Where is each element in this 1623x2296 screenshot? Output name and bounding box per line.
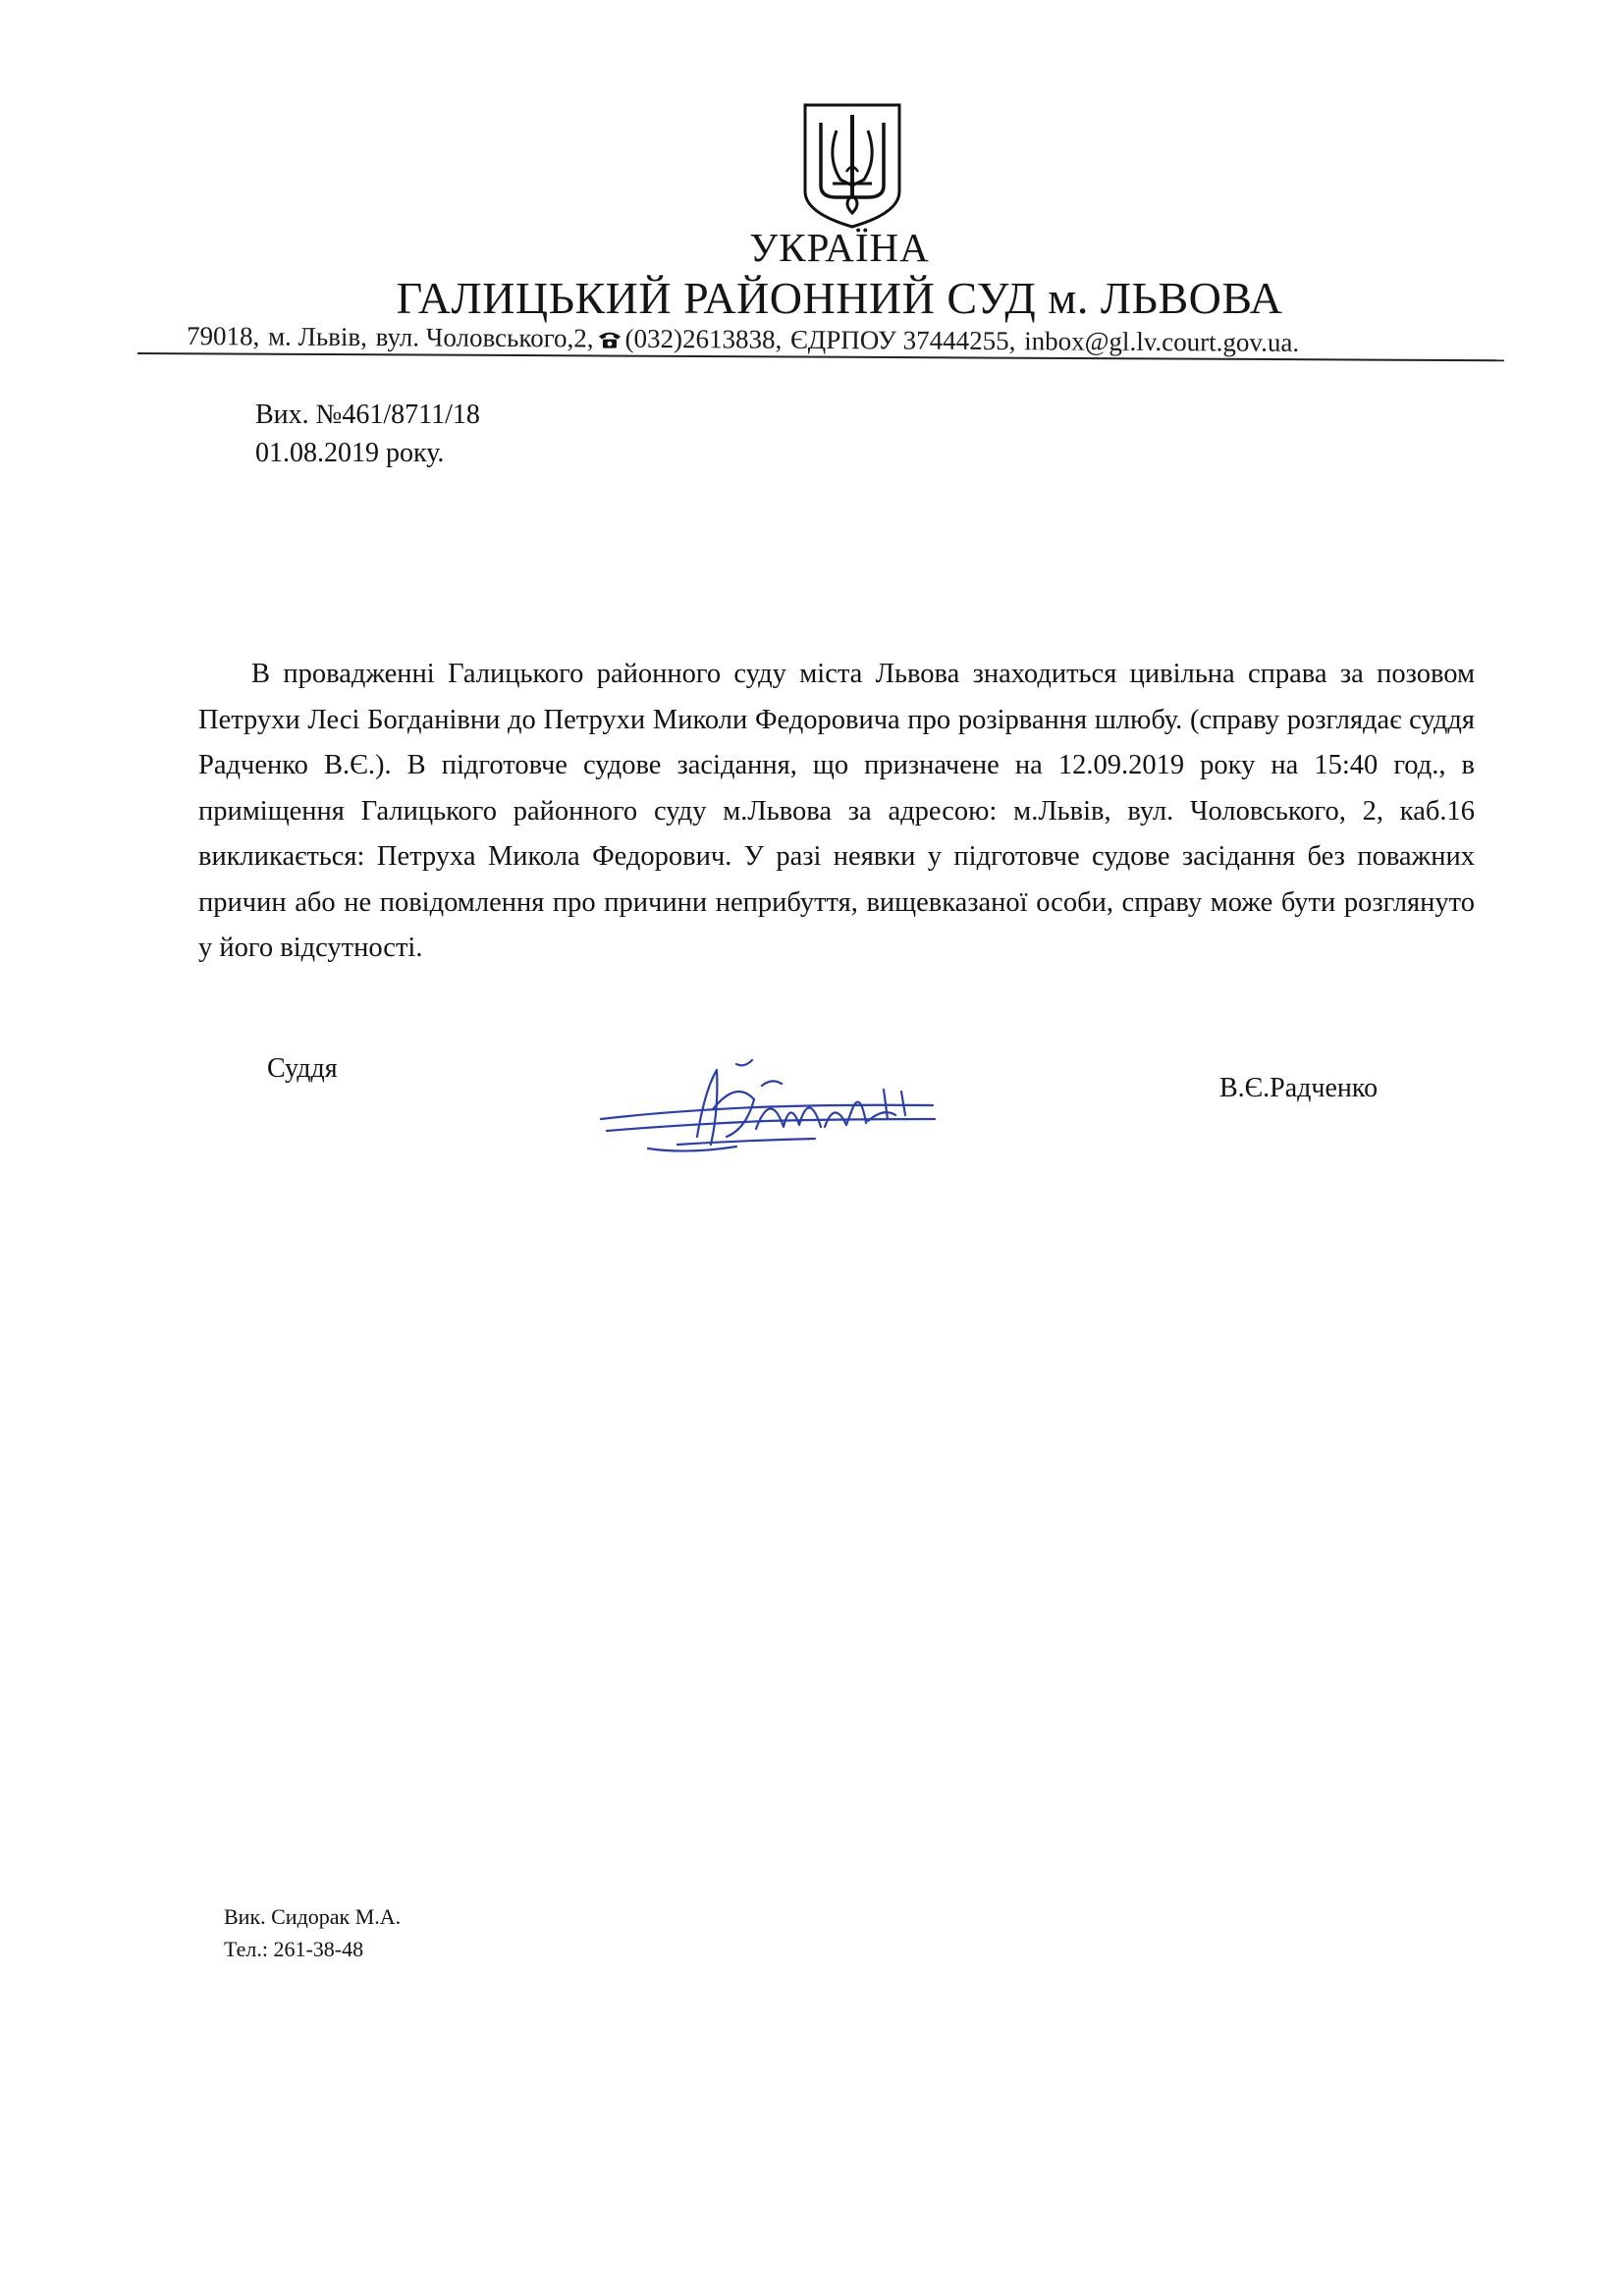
court-name-heading: ГАЛИЦЬКИЙ РАЙОННИЙ СУД м. ЛЬВОВА — [396, 273, 1283, 323]
executor-phone: Тел.: 261-38-48 — [224, 1937, 364, 1961]
document-body — [198, 652, 1475, 972]
body-paragraph: В провадженні Галицького районного суду міста Львова знаходиться цивільна справа за позовом Петрухи Лесі Богданівни до Петрухи Миколи Федоровича про розірвання шлюбу. (справу розглядає суддя Радченко В.Є.). В підготовче судове засідання, що призначене на 12.09.2019 року на 15:40 год., в приміщення Галицького районного суду м.Львова за адресою: м.Львів, вул. Чоловського, 2, каб.16 викликається: Петруха Микола Федорович. У разі неявки у підготовче судове засідання без поважних причин або не повідомлення про причини неприбуття, вищевказаної особи, справу може бути розглянуто у його відсутності. — [198, 659, 1475, 963]
address-city: м. Львів, — [267, 321, 368, 352]
coat-of-arms-emblem — [797, 101, 907, 231]
document-date: 01.08.2019 року. — [255, 438, 445, 468]
executor-name: Вик. Сидорак М.А. — [224, 1904, 402, 1929]
outgoing-number: Вих. №461/8711/18 — [255, 400, 480, 430]
country-heading: УКРАЇНА — [749, 225, 930, 270]
telephone-icon — [597, 330, 621, 349]
court-email: inbox@gl.lv.court.gov.ua. — [1024, 326, 1300, 357]
judge-name: В.Є.Радченко — [1219, 1073, 1379, 1103]
handwritten-signature — [589, 1050, 943, 1168]
phone-number: (032)2613838, — [624, 323, 783, 354]
address-postcode: 79018, — [186, 321, 260, 351]
address-street: вул. Чоловського,2, — [375, 322, 594, 353]
edrpou-code: ЄДРПОУ 37444255, — [789, 324, 1016, 356]
judge-title: Суддя — [267, 1053, 338, 1084]
